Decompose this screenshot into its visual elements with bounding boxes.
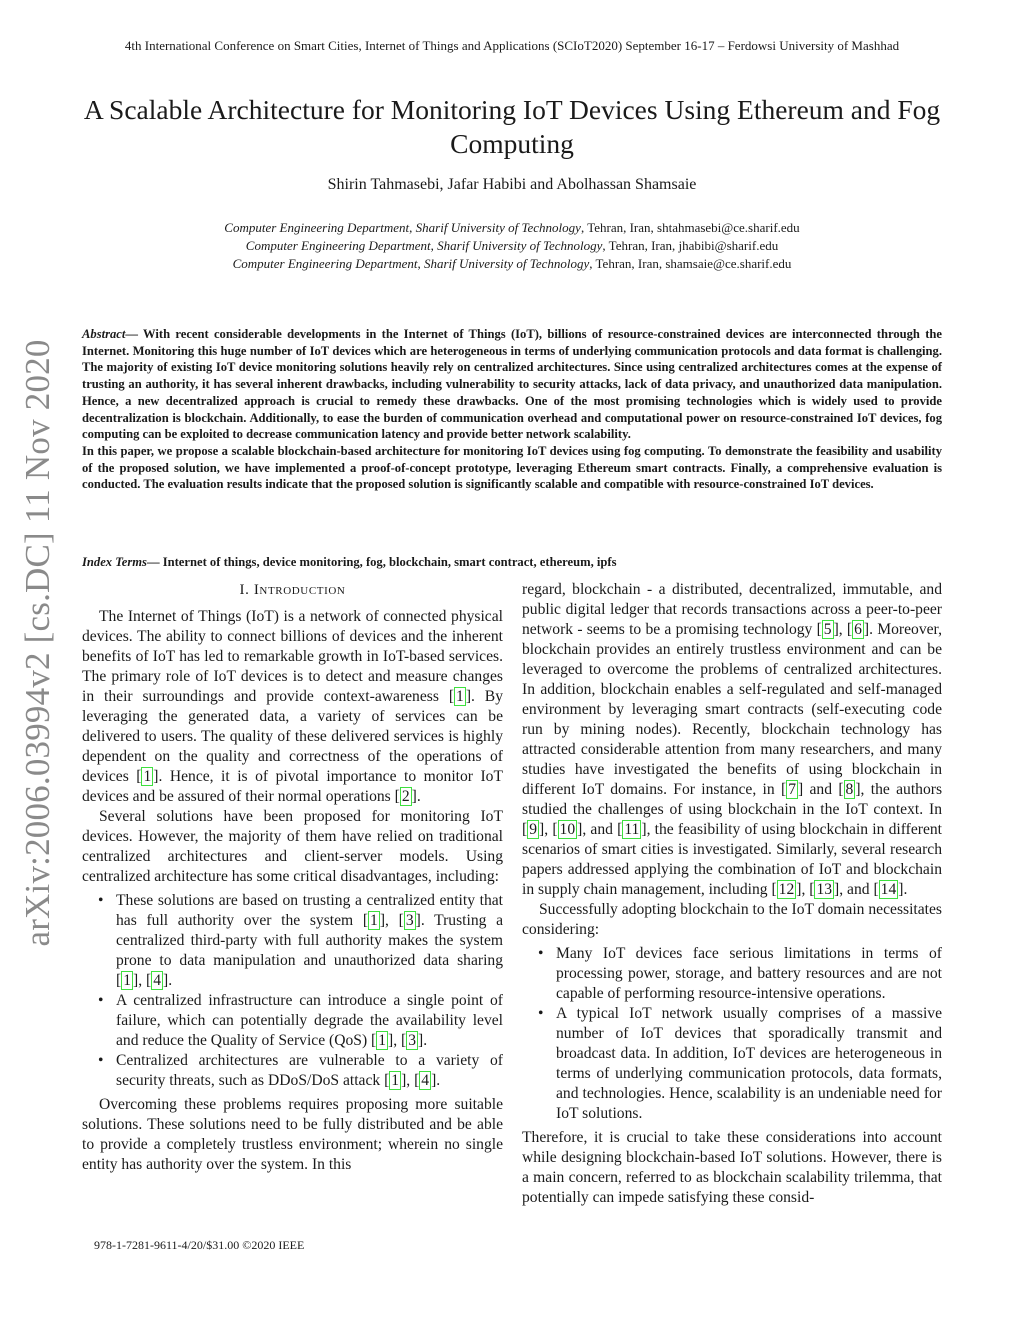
body-text: ,: [393, 1032, 402, 1049]
intro-paragraph-2: Several solutions have been proposed for monitoring IoT devices. However, the majority of them have relied on traditional centralized architectures and client-server models. Using centralized architecture has some critical disadvantages, including:: [82, 808, 503, 885]
body-text: .: [416, 788, 421, 805]
intro-paragraph-1: The Internet of Things (IoT) is a network of connected physical devices. The ability to connect billions of devices and the inherent benefits of IoT has led to remarkable growth in IoT-based services. The primary role of IoT devices is to detect and measure changes in their surroundings and provide context-awareness [ 1 ]. By leveraging the generated data, a variety of services can be delivered to users. The quality of these delivered services is highly dependent on the quality and correctness of the operations of devices [ 1 ]. Hence, it is of pivotal importance to monitor IoT devices and be assured of their normal operations [ 2 ].: [82, 608, 504, 805]
body-text: .: [903, 881, 908, 898]
citation-link[interactable]: 4: [153, 972, 161, 989]
body-text: , the feasibility of using blockchain in different scenarios of smart cities is investigated. Similarly, several research papers addressed applying the combination of IoT and blockchain in supply chain management, including: [522, 821, 943, 898]
body-text: . Moreover, blockchain provides an entirely trustless environment and can be leveraged to overcome the problems of centralized architectures. In addition, blockchain enables a self-regulated and self-managed environment by leveraging smart contracts (self-executing code run by mining nodes). Recently, blockchain technology has attracted considerable attention from many researchers, and many studies have investigated the benefits of using blockchain in different IoT domains. For instance, in: [522, 621, 943, 798]
conference-header: 4th International Conference on Smart Cities, Internet of Things and Applications (SCIoT2020) September 16-17 – Ferdowsi University of Mashhad: [124, 38, 900, 53]
citation-link[interactable]: 2: [401, 788, 410, 805]
citation-link[interactable]: 1: [123, 972, 131, 989]
abstract-paragraph-1: [82, 326, 942, 443]
paper-title: A Scalable Architecture for Monitoring IoT Devices Using Ethereum and Fog Computing: [83, 94, 941, 159]
citation-link[interactable]: 3: [405, 912, 414, 929]
disadvantages-list: [82, 891, 503, 1091]
right-column: [522, 580, 942, 1208]
body-text: ,: [138, 972, 146, 989]
citation-link[interactable]: 3: [408, 1032, 417, 1049]
index-terms-label: Index Terms: [82, 555, 147, 569]
arxiv-identifier: arXiv:2006.03994v2 [cs.DC] 11 Nov 2020: [18, 339, 57, 947]
list-item: • Centralized architectures are vulnerable to a variety of security threats, such as DDoS/DoS attack [ 1 ], [ 4 ].: [116, 1051, 503, 1091]
affiliation-rest: , Tehran, Iran, shtahmasebi@ce.sharif.edu: [580, 220, 800, 235]
body-text: regard, blockchain - a distributed, decentralized, immutable, and public digital ledger that records transactions across a peer-to-peer network - seems to be a promising technology: [522, 581, 942, 638]
affiliation-rest: , Tehran, Iran, shamsaie@ce.sharif.edu: [589, 256, 792, 271]
citation-link[interactable]: 10: [559, 821, 576, 838]
intro-paragraph-3: Overcoming these problems requires proposing more suitable solutions. These solutions need to be fully distributed and be able to provide a completely trustless environment; wherein no single entity has authority over the system. In this: [82, 1096, 503, 1173]
citation-link[interactable]: 4: [421, 1072, 430, 1089]
considerations-list: [522, 944, 942, 1124]
left-column: [82, 580, 503, 1175]
affiliation-2: Computer Engineering Department, Sharif University of Technology, Tehran, Iran, jhabibi@sharif.edu: [245, 238, 779, 253]
index-terms-text: — Internet of things, device monitoring, fog, blockchain, smart contract, ethereum, ipfs: [146, 555, 617, 569]
citation-link[interactable]: 14: [880, 881, 897, 898]
citation-link[interactable]: 11: [624, 821, 640, 838]
citation-link[interactable]: 1: [391, 1072, 400, 1089]
body-text: ,: [801, 881, 810, 898]
body-text: ,: [838, 621, 847, 638]
abstract-text-1: — With recent considerable developments in the Internet of Things (IoT), billions of resource-constrained devices are interconnected through the Internet. Monitoring this huge number of IoT devices which are heterogeneous in terms of underlying communication protocols and data format is challenging. The majority of existing IoT device monitoring solutions heavily rely on centralized architectures. Since using centralized architectures comes at the expense of trusting an authority, it has several inherent drawbacks, including vulnerability to security attacks, lack of data privacy, and unauthorized data manipulation. Hence, a new decentralized approach is crucial to remedy these drawbacks. One of the most promising technologies which is widely used to provide decentralization is blockchain. Additionally, to ease the burden of communication overhead and computational power on resource-constrained IoT devices, fog computing can be exploited to decrease communication latency and provide better network scalability.: [82, 327, 942, 442]
body-text: .: [168, 972, 173, 989]
affiliation-1: Computer Engineering Department, Sharif University of Technology, Tehran, Iran, shtahmasebi@ce.sharif.edu: [224, 220, 800, 235]
body-text: , and: [582, 821, 618, 838]
section-title: Introduction: [253, 582, 346, 598]
author-list: Shirin Tahmasebi, Jafar Habibi and Abolhassan Shamsaie: [327, 176, 697, 193]
citation-link[interactable]: 1: [378, 1032, 387, 1049]
section-heading: [82, 580, 503, 600]
intro-paragraph-6: Therefore, it is crucial to take these considerations into account while designing blockchain-based IoT solutions. However, there is a main concern, referred to as blockchain scalability trilemma, that potentially can impede satisfying these consid-: [522, 1129, 942, 1206]
citation-link[interactable]: 1: [143, 768, 152, 785]
list-item: • A centralized infrastructure can introduce a single point of failure, which can potentially degrade the availability level and reduce the Quality of Service (QoS) [ 1 ], [ 3 ].: [116, 991, 503, 1051]
affiliation-univ: Sharif University of Technology: [437, 238, 603, 253]
body-text: , and: [839, 881, 874, 898]
affiliation-dept: Computer Engineering Department: [224, 220, 410, 235]
affiliation-rest: , Tehran, Iran, jhabibi@sharif.edu: [602, 238, 779, 253]
body-text: . Hence, it is of pivotal importance to monitor IoT devices and be assured of their normal operations: [82, 768, 503, 805]
body-text: and: [803, 781, 839, 798]
body-text: , the authors studied the challenges of using blockchain in the IoT context. In: [522, 781, 943, 818]
body-text: .: [436, 1072, 441, 1089]
affiliation-3: Computer Engineering Department, Sharif University of Technology, Tehran, Iran, shamsaie@ce.sharif.edu: [232, 256, 792, 271]
body-text: . By leveraging the generated data, a variety of services can be delivered to users. The quality of these delivered services is highly dependent on the quality and correctness of the operations of devices: [82, 688, 504, 785]
citation-link[interactable]: 8: [845, 781, 854, 798]
citation-link[interactable]: 6: [854, 621, 862, 638]
citation-link[interactable]: 13: [816, 881, 833, 898]
body-text: ,: [406, 1072, 415, 1089]
body-text: These solutions are based on trusting a centralized entity that has full authority over the system: [116, 892, 503, 929]
list-item: • A typical IoT network usually comprises of a massive number of IoT devices that sporadically transmit and broadcast data. In addition, IoT devices are heterogeneous in terms of underlying communication protocols, data formats, and technologies. Hence, scalability is an undeniable need for IoT solutions.: [556, 1004, 942, 1124]
list-item: • Many IoT devices face serious limitations in terms of processing power, storage, and battery resources and are not capable of performing resource-intensive operations.: [556, 944, 942, 1004]
list-item: • These solutions are based on trusting a centralized entity that has full authority over the system [ 1 ], [ 3 ]. Trusting a centralized third-party with full authority makes the system prone to data manipulation and unauthorized data sharing [ 1 ], [ 4 ].: [116, 891, 503, 991]
intro-paragraph-5: Successfully adopting blockchain to the IoT domain necessitates considering:: [522, 901, 942, 938]
affiliation-univ: Sharif University of Technology: [423, 256, 590, 271]
body-text: . Trusting a centralized third-party with full authority makes the system prone to data manipulation and unauthorized data sharing: [116, 912, 503, 969]
body-text: A centralized infrastructure can introduce a single point of failure, which can potentially degrade the availability level and reduce the Quality of Service (QoS): [116, 992, 503, 1049]
affiliations: [0, 219, 1024, 273]
citation-link[interactable]: 7: [788, 781, 796, 798]
abstract-paragraph-2: In this paper, we propose a scalable blockchain-based architecture for monitoring IoT devices using fog computing. To demonstrate the feasibility and usability of the proposed solution, we have implemented a proof-of-concept prototype, leveraging Ethereum smart contracts. Finally, a comprehensive evaluation is conducted. The evaluation results indicate that the proposed solution is significantly scalable and compatible with resource-constrained IoT devices.: [82, 443, 942, 492]
body-text: ,: [385, 912, 399, 929]
body-text: The Internet of Things (IoT) is a network of connected physical devices. The ability to connect billions of devices and the inherent benefits of IoT has led to remarkable growth in IoT-based services. The primary role of IoT devices is to detect and measure changes in their surroundings and provide context-awareness: [82, 608, 503, 705]
affiliation-dept: Computer Engineering Department: [232, 256, 418, 271]
citation-link[interactable]: 1: [370, 912, 378, 929]
affiliation-dept: Computer Engineering Department: [245, 238, 431, 253]
affiliation-univ: Sharif University of Technology: [415, 220, 581, 235]
citation-link[interactable]: 12: [778, 881, 795, 898]
citation-link[interactable]: 5: [823, 621, 832, 638]
body-text: .: [423, 1032, 428, 1049]
copyright-footer: 978-1-7281-9611-4/20/$31.00 ©2020 IEEE: [94, 1238, 305, 1252]
intro-paragraph-4: regard, blockchain - a distributed, decentralized, immutable, and public digital ledger that records transactions across a peer-to-peer network - seems to be a promising technology [ 5 ], [ 6 ]. Moreover, blockchain provides an entirely trustless environment and can be leveraged to overcome the problems of centralized architectures. In addition, blockchain enables a self-regulated and self-managed environment by leveraging smart contracts (self-executing code run by mining nodes). Recently, blockchain technology has attracted considerable attention from many researchers, and many studies have investigated the benefits of using blockchain in different IoT domains. For instance, in [ 7 ] and [ 8 ], the authors studied the challenges of using blockchain in the IoT context. In [ 9 ], [ 10 ], and [ 11 ], the feasibility of using blockchain in different scenarios of smart cities is investigated. Similarly, several research papers addressed applying the combination of IoT and blockchain in supply chain management, including [ 12 ], [ 13 ], and [ 14 ].: [522, 581, 943, 898]
citation-link[interactable]: 9: [529, 821, 537, 838]
citation-link[interactable]: 1: [456, 688, 464, 705]
section-number: I.: [239, 582, 254, 598]
abstract-label: Abstract: [82, 327, 126, 341]
abstract: [82, 326, 942, 493]
index-terms: [82, 555, 942, 570]
body-text: ,: [544, 821, 553, 838]
body-text: Centralized architectures are vulnerable to a variety of security threats, such as DDoS/DoS attack: [116, 1052, 503, 1089]
